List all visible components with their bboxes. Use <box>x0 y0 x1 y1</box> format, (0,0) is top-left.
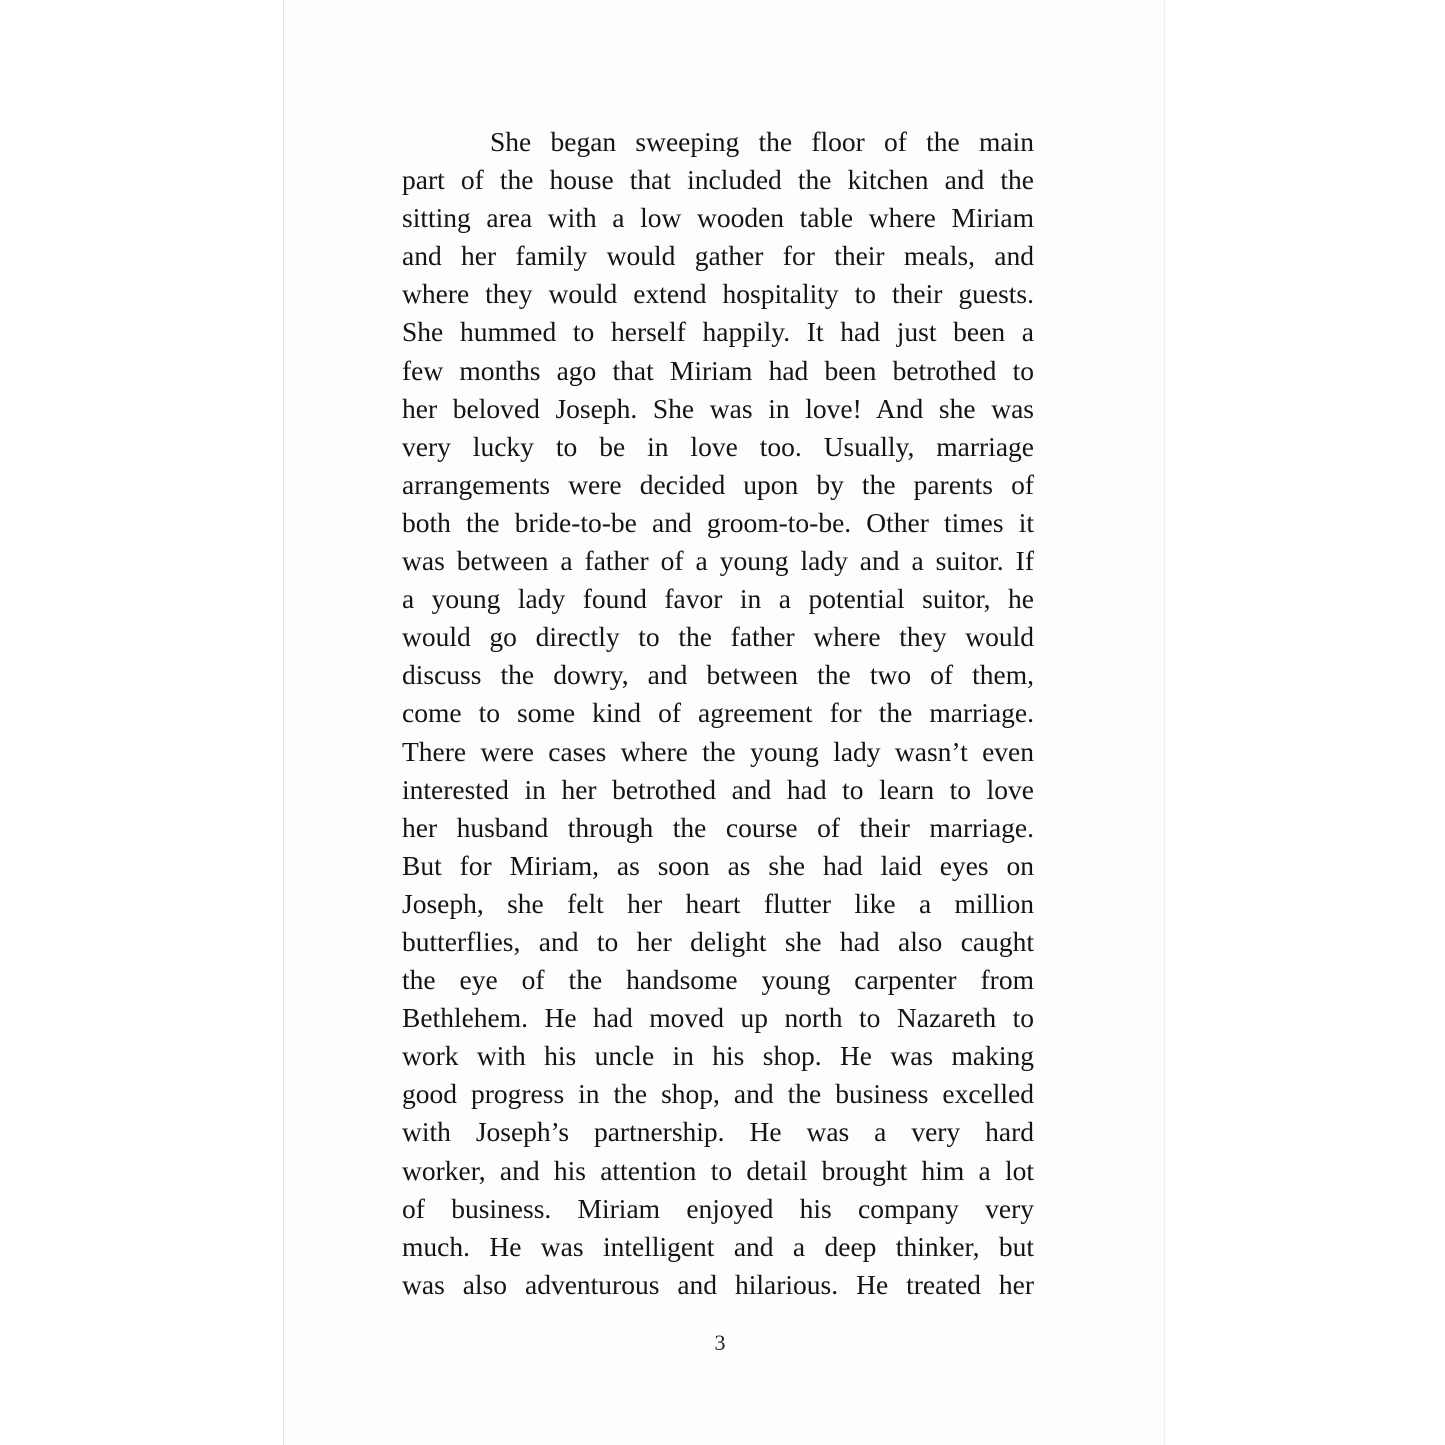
text-line: much. He was intelligent and a deep thinker, but <box>402 1230 1034 1262</box>
page-number: 3 <box>714 1330 726 1355</box>
text-line: arrangements were decided upon by the parents of <box>402 468 1034 500</box>
text-line: Bethlehem. He had moved up north to Nazareth to <box>402 1002 1034 1034</box>
text-line: where they would extend hospitality to their guests. <box>402 278 1034 310</box>
text-line: work with his uncle in his shop. He was making <box>402 1040 1034 1072</box>
text-line: and her family would gather for their meals, and <box>402 240 1034 272</box>
text-line: discuss the dowry, and between the two of them, <box>402 659 1034 691</box>
text-line: worker, and his attention to detail brought him a lot <box>402 1154 1034 1186</box>
text-line: her husband through the course of their marriage. <box>402 811 1034 843</box>
text-line: her beloved Joseph. She was in love! And she was <box>402 392 1034 424</box>
text-line: But for Miriam, as soon as she had laid eyes on <box>402 849 1034 881</box>
text-line: good progress in the shop, and the business excelled <box>402 1078 1034 1110</box>
text-line: was between a father of a young lady and a suitor. If <box>402 545 1034 577</box>
text-line: with Joseph’s partnership. He was a very hard <box>402 1116 1034 1148</box>
text-line: the eye of the handsome young carpenter from <box>402 964 1034 996</box>
text-line: few months ago that Miriam had been betrothed to <box>402 354 1034 386</box>
text-line: She began sweeping the floor of the main <box>490 126 1034 157</box>
text-line: both the bride-to-be and groom-to-be. Other times it <box>402 506 1034 538</box>
text-line: a young lady found favor in a potential suitor, he <box>402 583 1034 615</box>
text-line: sitting area with a low wooden table where Miriam <box>402 202 1034 234</box>
text-line: butterflies, and to her delight she had also caught <box>402 925 1034 957</box>
text-line: of business. Miriam enjoyed his company very <box>402 1192 1034 1224</box>
text-line: was also adventurous and hilarious. He treated her <box>402 1268 1034 1300</box>
text-line: would go directly to the father where they would <box>402 621 1034 653</box>
text-line: come to some kind of agreement for the marriage. <box>402 697 1034 729</box>
text-line: part of the house that included the kitchen and the <box>402 164 1034 196</box>
text-line: She hummed to herself happily. It had just been a <box>402 316 1034 348</box>
text-line: very lucky to be in love too. Usually, marriage <box>402 430 1034 462</box>
text-line: There were cases where the young lady wasn’t even <box>402 735 1034 767</box>
text-line: Joseph, she felt her heart flutter like a million <box>402 887 1034 919</box>
body-text <box>402 123 1034 1304</box>
text-line: interested in her betrothed and had to learn to love <box>402 773 1034 805</box>
